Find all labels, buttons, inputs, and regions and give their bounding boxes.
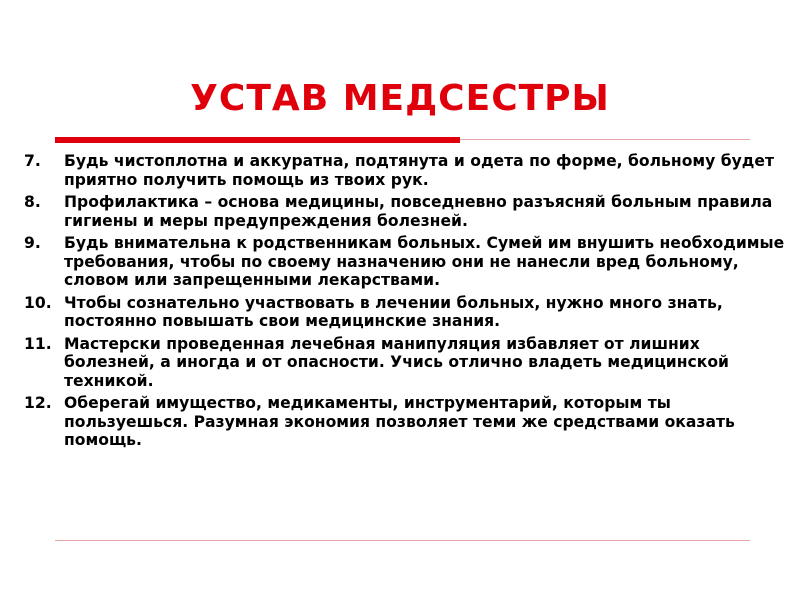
slide-title: УСТАВ МЕДСЕСТРЫ bbox=[190, 78, 610, 119]
charter-list bbox=[24, 152, 790, 454]
item-number: 8. bbox=[24, 193, 41, 211]
list-item bbox=[24, 152, 790, 189]
item-text: Оберегай имущество, медикаменты, инструментарий, которым ты пользуешься. Разумная экономия позволяет теми же средствами оказать помощь. bbox=[64, 394, 735, 449]
item-number: 11. bbox=[24, 334, 52, 353]
list-item bbox=[24, 335, 790, 391]
item-number: 7. bbox=[24, 152, 41, 170]
item-number: 9. bbox=[24, 234, 41, 252]
footer-rule bbox=[55, 540, 750, 541]
title-underline-thick bbox=[55, 137, 460, 143]
list-item bbox=[24, 234, 790, 290]
item-text: Будь внимательна к родственникам больных. Сумей им внушить необходимые требования, чтобы по своему назначению они не нанесли вред больному, словом или запрещенными лекарствами. bbox=[64, 234, 785, 289]
item-text: Профилактика – основа медицины, повседневно разъясняй больным правила гигиены и меры предупреждения болезней. bbox=[64, 193, 773, 230]
item-text: Мастерски проведенная лечебная манипуляция избавляет от лишних болезней, а иногда и от опасности. Учись отлично владеть медицинской техникой. bbox=[64, 334, 729, 390]
item-text: Будь чистоплотна и аккуратна, подтянута и одета по форме, больному будет приятно получить помощь из твоих рук. bbox=[64, 152, 775, 189]
list-item bbox=[24, 394, 790, 450]
item-number: 10. bbox=[24, 293, 52, 312]
title-underline-thin bbox=[460, 139, 750, 140]
list-item bbox=[24, 193, 790, 230]
item-number: 12. bbox=[24, 394, 52, 412]
item-text: Чтобы сознательно участвовать в лечении больных, нужно много знать, постоянно повышать свои медицинские знания. bbox=[64, 293, 723, 330]
list-item bbox=[24, 294, 790, 331]
